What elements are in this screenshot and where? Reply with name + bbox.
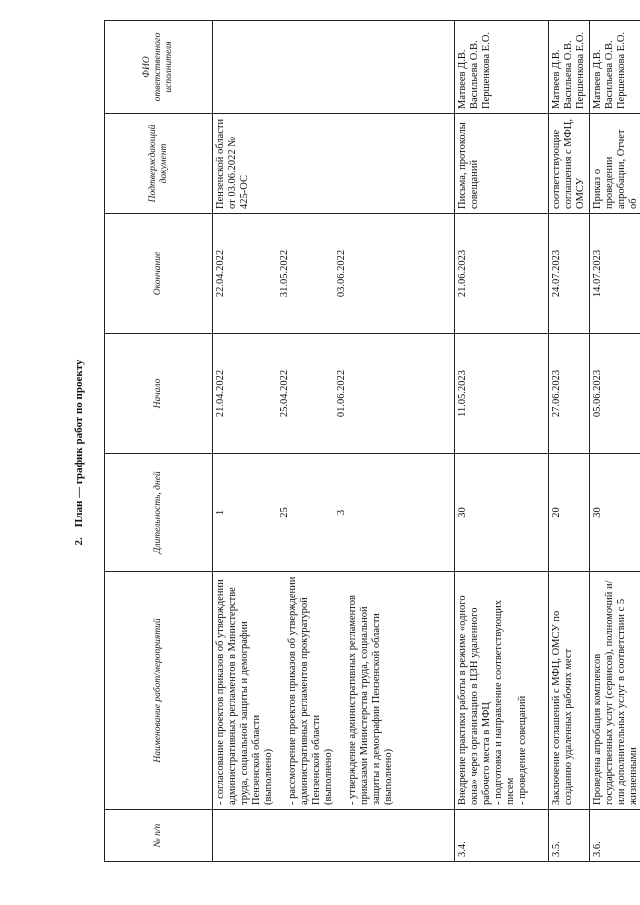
start-date: 25.04.2022 bbox=[279, 369, 290, 418]
person-name: Васильева О.В. bbox=[469, 40, 480, 109]
start-date: 21.04.2022 bbox=[215, 369, 226, 418]
cell-duration: 20 bbox=[549, 454, 590, 572]
cell-end: 14.07.2023 bbox=[590, 214, 640, 334]
table-header-row bbox=[105, 21, 213, 862]
header-num: № п/п bbox=[105, 810, 213, 862]
cell-doc: Пензенской области от 03.06.2022 № 425-ОС bbox=[213, 114, 455, 214]
cell-end: 21.06.2023 bbox=[455, 214, 549, 334]
cell-resp bbox=[455, 21, 549, 114]
header-start: Начало bbox=[105, 334, 213, 454]
cell-resp bbox=[549, 21, 590, 114]
cell-resp bbox=[213, 21, 455, 114]
duration-value: 3 bbox=[336, 509, 347, 516]
header-doc: Подтверждающий документ bbox=[105, 114, 213, 214]
section-heading bbox=[73, 0, 85, 905]
cell-duration: 30 bbox=[590, 454, 640, 572]
header-duration: Длительность, дней bbox=[105, 454, 213, 572]
cell-end: 24.07.2023 bbox=[549, 214, 590, 334]
table-row bbox=[455, 21, 549, 862]
person-name: Матвеев Д.В. bbox=[551, 49, 562, 109]
cell-resp bbox=[590, 21, 640, 114]
cell-name: Заключение соглашений с МФЦ, ОМСУ по созданию удаленных рабочих мест bbox=[549, 572, 590, 810]
cell-name bbox=[213, 572, 455, 810]
work-plan-table bbox=[104, 20, 640, 862]
end-date: 22.04.2022 bbox=[215, 249, 226, 298]
person-name: Васильева О.В. bbox=[563, 40, 574, 109]
person-name: Васильева О.В. bbox=[604, 40, 615, 109]
person-name: Матвеев Д.В. bbox=[592, 49, 603, 109]
cell-start: 11.05.2023 bbox=[455, 334, 549, 454]
cell-doc: Приказ о проведении апробации, Отчет об bbox=[590, 114, 640, 214]
task-status: (выполнено) bbox=[383, 748, 394, 805]
section-title: План — график работ по проекту bbox=[73, 359, 85, 528]
cell-num: 3.4. bbox=[455, 810, 549, 862]
cell-start bbox=[213, 334, 455, 454]
cell-duration bbox=[213, 454, 455, 572]
person-name: Першенкова Е.О. bbox=[616, 31, 627, 109]
cell-doc: Письма, протоколы совещаний bbox=[455, 114, 549, 214]
cell-num: 3.5. bbox=[549, 810, 590, 862]
duration-value: 1 bbox=[215, 509, 226, 516]
task-line: Внедрение практики работы в режиме «одного окна» через организацию в ЦЗН удаленного рабочего места в МФЦ bbox=[457, 595, 492, 805]
header-name: Наименование работ/мероприятий bbox=[105, 572, 213, 810]
cell-num: 3.6. bbox=[590, 810, 640, 862]
cell-start: 27.06.2023 bbox=[549, 334, 590, 454]
header-resp: ФИО ответственного исполнителя bbox=[105, 21, 213, 114]
cell-doc: соответствующие соглашения с МФЦ, ОМСУ bbox=[549, 114, 590, 214]
section-number: 2. bbox=[73, 537, 85, 546]
cell-name: Проведена апробация комплексов государственных услуг (сервисов), полномочий и/или дополнительных услуг в соответствии с 5 жизненными bbox=[590, 572, 640, 810]
cell-duration: 30 bbox=[455, 454, 549, 572]
start-date: 01.06.2022 bbox=[336, 369, 347, 418]
header-end: Окончание bbox=[105, 214, 213, 334]
person-name: Першенкова Е.О. bbox=[481, 31, 492, 109]
task-line: - согласование проектов приказов об утверждении административных регламентов в Министерстве труда, социальной защиты и демографии Пензенской области bbox=[215, 579, 262, 805]
cell-num bbox=[213, 810, 455, 862]
cell-end bbox=[213, 214, 455, 334]
end-date: 31.05.2022 bbox=[279, 249, 290, 298]
end-date: 03.06.2022 bbox=[336, 249, 347, 298]
table-row bbox=[590, 21, 640, 862]
person-name: Першенкова Е.О. bbox=[575, 31, 586, 109]
cell-start: 05.06.2023 bbox=[590, 334, 640, 454]
table-row bbox=[213, 21, 455, 862]
table-row bbox=[549, 21, 590, 862]
task-line: - рассмотрение проектов приказов об утверждении административных регламентов прокуратурой Пензенской области bbox=[287, 576, 322, 805]
task-line: - утверждение административных регламентов приказами Министерства труда, социальной защиты и демографии Пензенской области bbox=[347, 595, 382, 805]
task-status: (выполнено) bbox=[323, 748, 334, 805]
cell-name bbox=[455, 572, 549, 810]
task-status: (выполнено) bbox=[263, 748, 274, 805]
task-line: - подготовка и направление соответствующих писем bbox=[493, 599, 516, 805]
person-name: Матвеев Д.В. bbox=[457, 49, 468, 109]
duration-value: 25 bbox=[279, 507, 290, 518]
task-line: - проведение совещаний bbox=[517, 695, 528, 805]
